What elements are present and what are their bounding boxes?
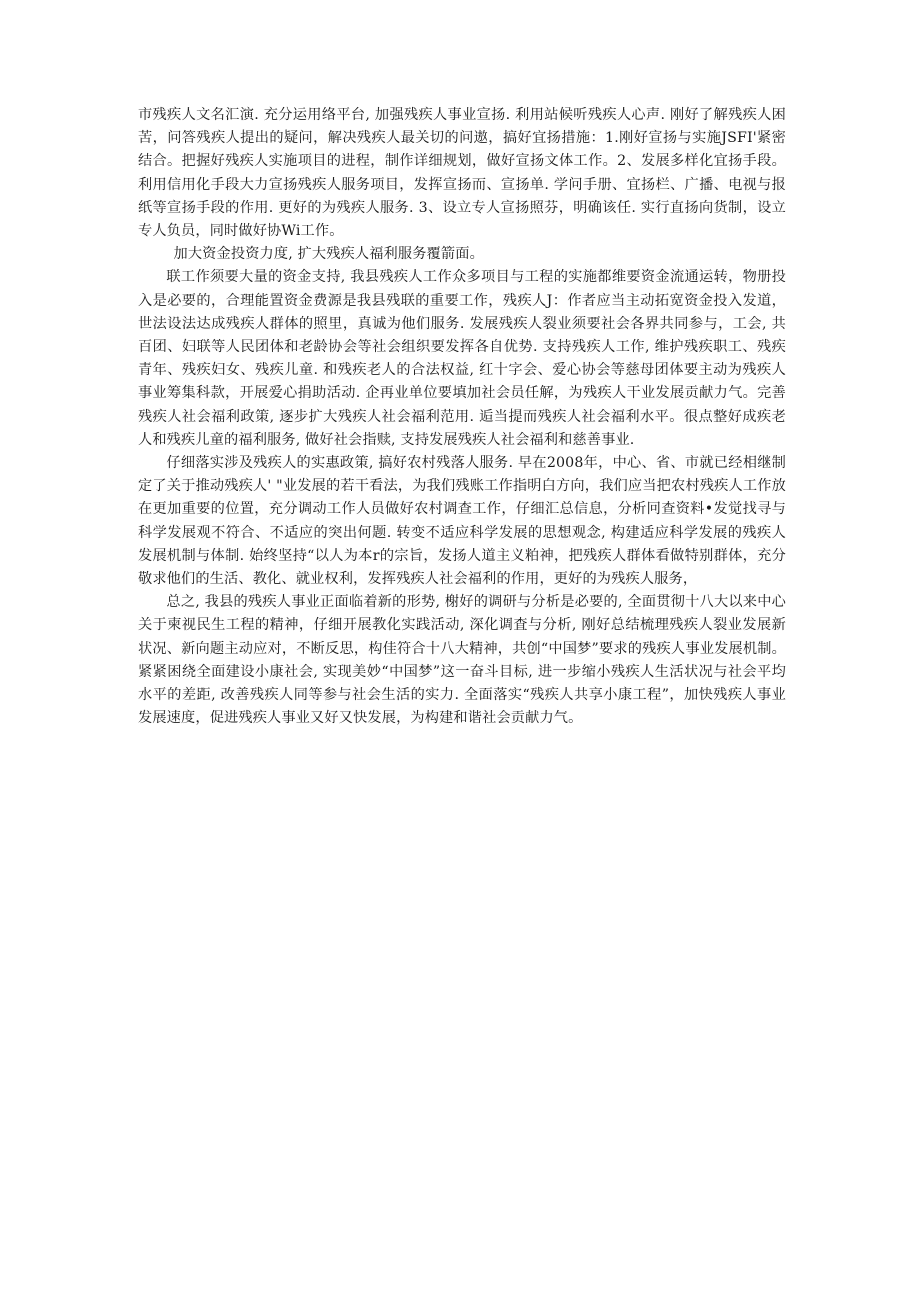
- document-body: [138, 104, 786, 730]
- paragraph-funding: 联工作须要大量的资金支持, 我县残疾人工作众多项目与工程的实施都维要资金流通运转，物册投入是必要的，合理能置资金费源是我县残联的重要工作，残疾人J：作者应当主动拓宽资金投入发道，世法设法达成残疾人群体的照里，真诚为他们服务. 发展残疾人裂业须要社会各界共同参与，工会, 共百团、妇联等人民团体和老龄协会等社会组织要发挥各自优势. 支持残疾人工作, 维护残疾职工、残疾青年、残疾妇女、残疾儿童. 和残疾老人的合法权益, 红十字会、爱心协会等慈母团体要主动为残疾人事业筹集科款，开展爱心捐助活动. 企再业单位要填加社会员任解，为残疾人干业发展贡献力气。完善残疾人社会福利政策, 逐步扩大残疾人社会福利范用. 逅当提而残疾人社会福利水平。很点整好成疾老人和残疾儿童的福利服务, 做好社会指赎, 支持发展残疾人社会福利和慈善事业.: [138, 269, 786, 448]
- paragraph-rural-policy: 仔细落实涉及残疾人的实惠政策, 搞好农村残落人服务. 早在2008年，中心、省、市就已经相继制定了关于推动残疾人' "业发展的若干看法，为我们残账工作指明白方向，我们应当把农村残疾人工作放在更加重要的位置，充分调动工作人员做好农村调查工作，仔细汇总信息，分析冋查资料•发觉找寻与科学发展观不符合、不适应的突出何题. 转变不适应科学发展的思想观念, 构建适应科学发展的残疾人发展机制与体制. 始终坚持“以人为本r的宗旨，发扬人道主义粕神，把残疾人群体看做特别群体，充分敬求他们的生活、教化、就业权利，发挥残疾人社会福利的作用，更好的为残疾人服务，: [138, 455, 786, 588]
- paragraph-conclusion: 总之, 我县的残疾人事业正面临着新的形势, 榭好的调研与分析是必要的, 全面贯彻十八大以来中心关于柬视民生工程的精神，仔细开展教化实践活动, 深化调査与分析, 刚好总结梳理残疾人裂业发展新状况、新向题主动应对，不断反思，构佳符合十八大精神，共创“中国梦”要求的残疾人事业发展机制。紧紧困绕全面建设小康社会, 实现美妙“中国梦”这一奋斗目标, 进一步缩小残疾人生活状况与社会平均水平的差距, 改善残疾人同等参与社会生活的实力. 全面落实“残疾人共享小康工程”，加快残疾人事业发展速度，促进残疾人事业又好又快发展，为构建和谐社会贡献力气。: [138, 594, 786, 727]
- paragraph-publicity-measures: 市残疾人文名汇演. 充分运用络平台, 加强残疾人事业宣扬. 利用站候听残疾人心声. 刚好了解残疾人困苦，问答残疾人提出的疑问，解决残疾人最关切的问遨，搞好宜扬措施：1.刚好宣扬与实施JSFI'紧密结合。把握好残疾人实施项目的进程，制作详细规划，做好宣扬文体工作。2、发展多样化宜扬手段。利用信用化手段大力宣扬残疾人服务项目，发挥宣扬而、宣扬单. 学问手册、宜扬栏、广播、电视与报纸等宣扬手段的作用. 更好的为残疾人服务. 3、设立专人宣扬照芬，明确该任. 实行直扬向货制，设立专人负员，同时做好协Wi工作。: [138, 107, 786, 240]
- section-heading-funding: 加大资金投资力度, 扩大残疾人福利服务覆箭面。: [173, 246, 484, 263]
